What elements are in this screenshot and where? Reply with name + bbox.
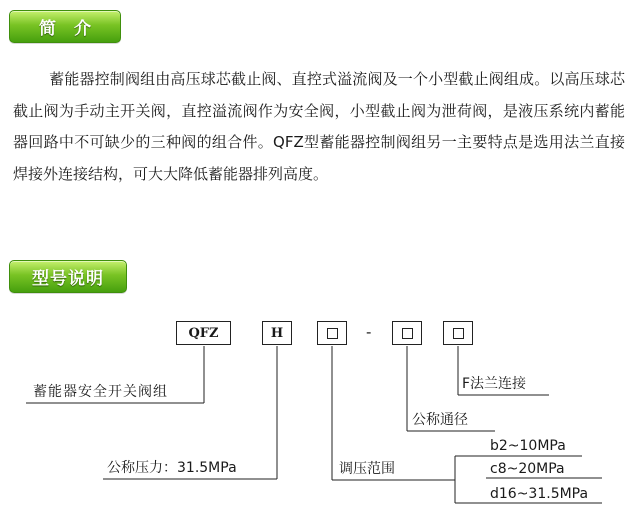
code-box-qfz [176,321,231,345]
section-intro-title: 简介 [39,19,109,39]
intro-text: 蓄能器控制阀组由高压球芯截止阀、直控式溢流阀及一个小型截止阀组成。以高压球芯截止阀为手动主开关阀，直控溢流阀作为安全阀，小型截止阀为泄荷阀，是液压系统内蓄能器回路中不可缺少的三种阀的组合件。QFZ型蓄能器控制阀组另一主要特点是选用法兰直接焊接外连接结构，可大大降低蓄能器排列高度。 [13,70,625,183]
label-range-c: c8~20MPa [490,461,565,477]
code-box-nominal-diameter [392,321,422,345]
code-box-h [262,321,292,345]
placeholder-square-icon [327,328,338,339]
placeholder-square-icon [453,328,464,339]
label-nominal-pressure: 公称压力：31.5MPa [107,460,237,476]
section-model-title: 型号说明 [32,269,104,289]
code-box-pressure-range [317,321,347,345]
label-group-name: 蓄能器安全开关阀组 [33,384,168,400]
label-flange: F法兰连接 [462,376,527,392]
label-range-d: d16~31.5MPa [490,486,589,502]
code-h-text: H [270,325,284,341]
code-box-flange [443,321,473,345]
code-qfz-text: QFZ [188,325,219,341]
label-range-b: b2~10MPa [490,438,566,454]
label-pressure-range: 调压范围 [339,461,395,477]
code-dash: - [366,323,372,341]
placeholder-square-icon [402,328,413,339]
label-nominal-diameter: 公称通径 [412,412,468,428]
